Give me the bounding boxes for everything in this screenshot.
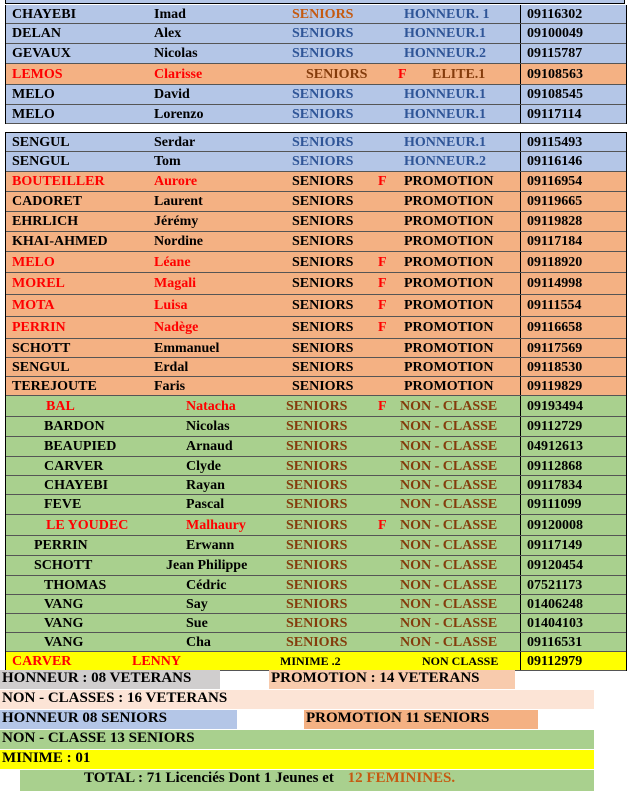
player-lastname: BAL: [46, 399, 75, 414]
licence-number: 09112729: [520, 417, 624, 436]
licence-number: 09116146: [520, 152, 624, 171]
player-lastname: CHAYEBI: [12, 7, 77, 22]
player-firstname: Emmanuel: [154, 341, 220, 356]
level-cell: HONNEUR.2: [404, 154, 487, 169]
summary-honneur-veterans: HONNEUR : 08 VETERANS: [0, 670, 220, 689]
level-cell: NON - CLASSE: [400, 635, 498, 650]
licence-number: 09117114: [520, 105, 624, 123]
licence-number: 09117569: [520, 339, 624, 357]
table-row: [6, 85, 626, 105]
summary-promotion-seniors: PROMOTION 11 SENIORS: [304, 710, 538, 729]
category-cell: SENIORS: [286, 616, 348, 631]
licence-number: 09112979: [520, 652, 624, 670]
table-row: [6, 595, 626, 614]
player-lastname: MELO: [12, 255, 55, 270]
player-firstname: Natacha: [186, 399, 236, 414]
player-lastname: BOUTEILLER: [12, 174, 105, 189]
licence-number: 09111554: [520, 295, 624, 316]
level-cell: PROMOTION: [404, 360, 494, 375]
category-cell: SENIORS: [292, 360, 354, 375]
licence-number: 01404103: [520, 614, 624, 632]
table-row: [6, 295, 626, 317]
licence-number: 09118530: [520, 358, 624, 376]
player-firstname: Erwann: [186, 538, 235, 553]
category-cell: SENIORS: [292, 26, 354, 41]
level-cell: NON - CLASSE: [400, 538, 498, 553]
table-row: [6, 317, 626, 339]
player-firstname: Arnaud: [186, 439, 233, 454]
player-firstname: Imad: [154, 7, 186, 22]
summary-honneur-seniors: HONNEUR 08 SENIORS: [0, 710, 237, 729]
player-firstname: David: [154, 87, 190, 102]
level-cell: NON - CLASSE: [400, 578, 498, 593]
category-cell: SENIORS: [292, 107, 354, 122]
player-firstname: Clyde: [186, 459, 221, 474]
cropped-top-row: [5, 0, 625, 4]
category-cell: SENIORS: [286, 518, 348, 533]
player-firstname: Nordine: [154, 234, 203, 249]
player-firstname: Léane: [154, 255, 191, 270]
category-cell: SENIORS: [306, 67, 368, 82]
category-cell: SENIORS: [286, 497, 348, 512]
licence-number: 09117834: [520, 476, 624, 494]
licence-number: 09108563: [520, 64, 624, 84]
level-cell: PROMOTION: [404, 214, 494, 229]
player-lastname: BARDON: [44, 419, 105, 434]
player-firstname: Cédric: [186, 578, 227, 593]
licence-number: 09115787: [520, 44, 624, 63]
level-cell: NON - CLASSE: [400, 419, 498, 434]
player-lastname: PERRIN: [12, 320, 66, 335]
player-lastname: THOMAS: [44, 578, 107, 593]
category-cell: SENIORS: [292, 255, 354, 270]
player-firstname: Clarisse: [154, 67, 203, 82]
player-lastname: LEMOS: [12, 67, 63, 82]
category-cell: SENIORS: [292, 276, 354, 291]
table-row: [6, 252, 626, 273]
level-cell: NON - CLASSE: [400, 478, 498, 493]
level-cell: PROMOTION: [404, 174, 494, 189]
female-marker: F: [378, 320, 387, 335]
player-lastname: SCHOTT: [34, 558, 93, 573]
category-cell: SENIORS: [286, 635, 348, 650]
level-cell: PROMOTION: [404, 320, 494, 335]
player-firstname: Jean Philippe: [166, 558, 248, 573]
level-cell: HONNEUR.1: [404, 26, 487, 41]
category-cell: SENIORS: [292, 46, 354, 61]
player-firstname: Magali: [154, 276, 196, 291]
table-row: [6, 476, 626, 495]
player-lastname: CHAYEBI: [44, 478, 109, 493]
category-cell: SENIORS: [292, 341, 354, 356]
licence-number: 09117184: [520, 232, 624, 251]
category-cell: SENIORS: [286, 597, 348, 612]
table-row: [6, 576, 626, 595]
summary-promotion-veterans: PROMOTION : 14 VETERANS: [269, 670, 515, 689]
level-cell: HONNEUR.1: [404, 107, 487, 122]
level-cell: NON - CLASSE: [400, 616, 498, 631]
licence-number: 09116954: [520, 172, 624, 191]
licence-number: 04912613: [520, 437, 624, 456]
level-cell: PROMOTION: [404, 255, 494, 270]
level-cell: HONNEUR.1: [404, 87, 487, 102]
category-cell: MINIME .2: [280, 654, 341, 668]
table-row: [6, 377, 626, 396]
player-firstname: Say: [186, 597, 208, 612]
player-lastname: SCHOTT: [12, 341, 71, 356]
player-firstname: Nicolas: [186, 419, 230, 434]
category-cell: SENIORS: [292, 174, 354, 189]
table-row: [6, 273, 626, 295]
level-cell: HONNEUR. 1: [404, 7, 490, 22]
licence-number: 07521173: [520, 576, 624, 594]
table-row: [6, 64, 626, 85]
player-lastname: EHRLICH: [12, 214, 79, 229]
player-lastname: VANG: [44, 635, 84, 650]
licence-number: 09193494: [520, 396, 624, 416]
total-feminines: 12 FEMININES.: [347, 770, 456, 786]
player-lastname: MOTA: [12, 298, 55, 313]
player-firstname: Serdar: [154, 135, 196, 150]
level-cell: PROMOTION: [404, 194, 494, 209]
player-firstname: Faris: [154, 379, 186, 394]
level-cell: PROMOTION: [404, 298, 494, 313]
level-cell: NON CLASSE: [422, 654, 499, 668]
table-row: [6, 232, 626, 252]
player-firstname: Tom: [154, 154, 181, 169]
licence-number: 09116658: [520, 317, 624, 338]
player-firstname: Cha: [186, 635, 211, 650]
table-row: [6, 212, 626, 232]
category-cell: SENIORS: [292, 298, 354, 313]
licence-number: 09100049: [520, 24, 624, 43]
player-lastname: DELAN: [12, 26, 62, 41]
summary-non-classe-seniors: NON - CLASSE 13 SENIORS: [0, 730, 594, 749]
category-cell: SENIORS: [292, 7, 354, 22]
licence-number: 09120454: [520, 556, 624, 575]
table-row: [6, 5, 626, 24]
player-firstname: Pascal: [186, 497, 225, 512]
player-lastname: PERRIN: [34, 538, 88, 553]
category-cell: SENIORS: [286, 478, 348, 493]
player-lastname: KHAI-AHMED: [12, 234, 108, 249]
player-firstname: Luisa: [154, 298, 188, 313]
player-lastname: BEAUPIED: [44, 439, 117, 454]
licence-number: 09118920: [520, 252, 624, 272]
table-row: [6, 495, 626, 515]
category-cell: SENIORS: [286, 578, 348, 593]
licence-number: 01406248: [520, 595, 624, 613]
table-row: [6, 652, 626, 671]
table-row: [6, 358, 626, 377]
player-lastname: MELO: [12, 107, 55, 122]
table-row: [6, 536, 626, 556]
licence-number: 09116302: [520, 5, 624, 23]
category-cell: SENIORS: [292, 135, 354, 150]
category-cell: SENIORS: [292, 154, 354, 169]
licence-number: 09119828: [520, 212, 624, 231]
player-firstname: Alex: [154, 26, 182, 41]
summary-non-classes-veterans: NON - CLASSES : 16 VETERANS: [0, 690, 594, 709]
category-cell: SENIORS: [292, 214, 354, 229]
player-firstname: Lorenzo: [154, 107, 204, 122]
player-firstname: Laurent: [154, 194, 203, 209]
category-cell: SENIORS: [292, 194, 354, 209]
level-cell: PROMOTION: [404, 234, 494, 249]
category-cell: SENIORS: [292, 234, 354, 249]
player-lastname: FEVE: [44, 497, 82, 512]
table-row: [6, 192, 626, 212]
licence-number: 09108545: [520, 85, 624, 104]
player-firstname: Malhaury: [186, 518, 246, 533]
level-cell: NON - CLASSE: [400, 439, 498, 454]
level-cell: NON - CLASSE: [400, 558, 498, 573]
player-firstname: LENNY: [132, 654, 182, 669]
table-row: [6, 339, 626, 358]
level-cell: NON - CLASSE: [400, 518, 498, 533]
player-firstname: Aurore: [154, 174, 198, 189]
category-cell: SENIORS: [292, 320, 354, 335]
player-firstname: Rayan: [186, 478, 225, 493]
licence-number: 09115493: [520, 133, 624, 151]
level-cell: NON - CLASSE: [400, 597, 498, 612]
table-row: [6, 133, 626, 152]
player-lastname: CARVER: [12, 654, 72, 669]
table-row: [6, 417, 626, 437]
table-row: [6, 44, 626, 64]
table-row: [6, 105, 626, 124]
licencies-table-1: [5, 5, 627, 124]
level-cell: HONNEUR.2: [404, 46, 487, 61]
player-lastname: SENGUL: [12, 135, 70, 150]
table-row: [6, 556, 626, 576]
category-cell: SENIORS: [286, 459, 348, 474]
player-lastname: CADORET: [12, 194, 83, 209]
female-marker: F: [378, 174, 387, 189]
table-row: [6, 24, 626, 44]
category-cell: SENIORS: [292, 87, 354, 102]
total-text: TOTAL : 71 Licenciés Dont 1 Jeunes et: [84, 770, 334, 786]
licencies-table-2: [5, 132, 627, 671]
level-cell: HONNEUR.1: [404, 135, 487, 150]
level-cell: NON - CLASSE: [400, 459, 498, 474]
player-firstname: Nadège: [154, 320, 199, 335]
level-cell: NON - CLASSE: [400, 399, 498, 414]
summary-total: [20, 770, 594, 791]
female-marker: F: [378, 518, 387, 533]
female-marker: F: [378, 399, 387, 414]
female-marker: F: [378, 298, 387, 313]
category-cell: SENIORS: [286, 439, 348, 454]
player-firstname: Erdal: [154, 360, 189, 375]
table-row: [6, 437, 626, 457]
player-lastname: SENGUL: [12, 360, 70, 375]
level-cell: ELITE.1: [432, 67, 486, 82]
level-cell: PROMOTION: [404, 276, 494, 291]
player-lastname: VANG: [44, 616, 84, 631]
table-row: [6, 614, 626, 633]
player-lastname: SENGUL: [12, 154, 70, 169]
level-cell: PROMOTION: [404, 341, 494, 356]
category-cell: SENIORS: [286, 419, 348, 434]
table-row: [6, 515, 626, 536]
player-lastname: CARVER: [44, 459, 104, 474]
player-lastname: VANG: [44, 597, 84, 612]
player-firstname: Jérémy: [154, 214, 199, 229]
player-firstname: Nicolas: [154, 46, 198, 61]
licence-number: 09119829: [520, 377, 624, 395]
table-row: [6, 172, 626, 192]
licence-number: 09116531: [520, 633, 624, 651]
licence-number: 09114998: [520, 273, 624, 294]
player-lastname: MOREL: [12, 276, 65, 291]
category-cell: SENIORS: [292, 379, 354, 394]
category-cell: SENIORS: [286, 538, 348, 553]
player-firstname: Sue: [186, 616, 208, 631]
player-lastname: MELO: [12, 87, 55, 102]
female-marker: F: [378, 276, 387, 291]
player-lastname: LE YOUDEC: [46, 518, 129, 533]
table-row: [6, 396, 626, 417]
category-cell: SENIORS: [286, 558, 348, 573]
category-cell: SENIORS: [286, 399, 348, 414]
player-lastname: TEREJOUTE: [12, 379, 97, 394]
licence-number: 09120008: [520, 515, 624, 535]
level-cell: PROMOTION: [404, 379, 494, 394]
summary-minime: MINIME : 01: [0, 750, 594, 769]
female-marker: F: [398, 67, 407, 82]
table-row: [6, 633, 626, 652]
level-cell: NON - CLASSE: [400, 497, 498, 512]
licence-number: 09117149: [520, 536, 624, 555]
table-row: [6, 457, 626, 476]
licence-number: 09119665: [520, 192, 624, 211]
player-lastname: GEVAUX: [12, 46, 71, 61]
licence-number: 09111099: [520, 495, 624, 514]
female-marker: F: [378, 255, 387, 270]
licence-number: 09112868: [520, 457, 624, 475]
table-row: [6, 152, 626, 172]
